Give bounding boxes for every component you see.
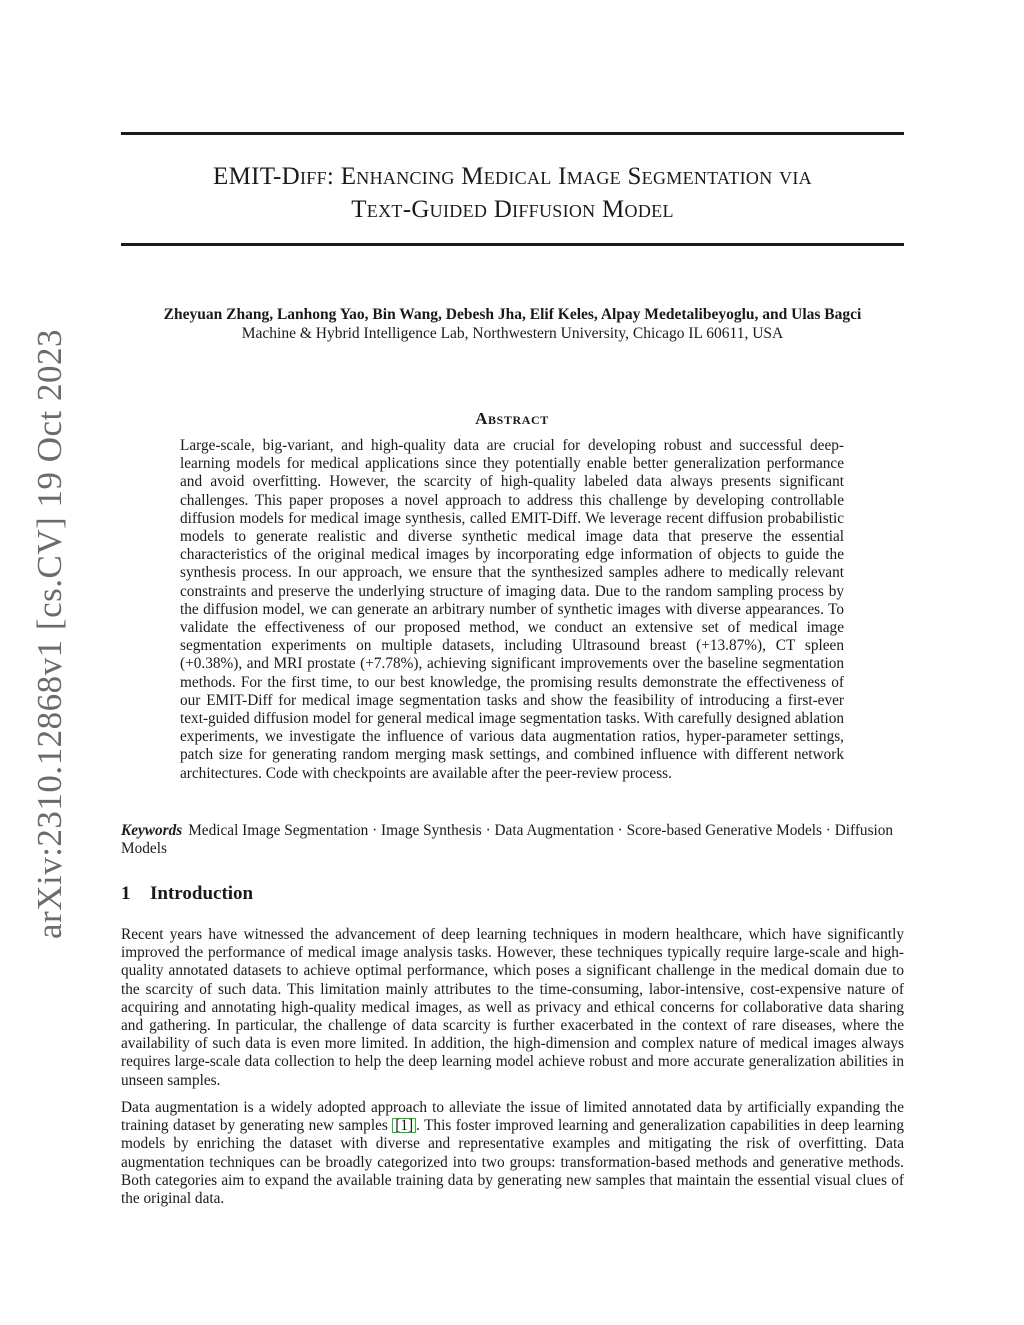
abstract-text: Large-scale, big-variant, and high-quality data are crucial for developing robust and successful deep-learning models for medical applications since they potentially enable better generalization performance and avoid overfitting. However, the scarcity of high-quality labeled data always presents significant challenges. This paper proposes a novel approach to address this challenge by developing controllable diffusion models for medical image synthesis, called EMIT-Diff. We leverage recent diffusion probabilistic models to generate realistic and diverse synthetic medical image data that preserve the essential characteristics of the original medical images by incorporating edge information of objects to guide the synthesis process. In our approach, we ensure that the synthesized samples adhere to medically relevant constraints and preserve the underlying structure of imaging data. Due to the random sampling process by the diffusion model, we can generate an arbitrary number of synthetic images with diverse appearances. To validate the effectiveness of our proposed method, we conduct an extensive set of medical image segmentation experiments on multiple datasets, including Ultrasound breast (+13.87%), CT spleen (+0.38%), and MRI prostate (+7.78%), achieving significant improvements over the baseline segmentation methods. For the first time, to our best knowledge, the promising results demonstrate the effectiveness of our EMIT-Diff for medical image segmentation tasks and show the feasibility of introducing a first-ever text-guided diffusion model for general medical image segmentation tasks. With carefully designed ablation experiments, we investigate the influence of various data augmentation ratios, hyper-parameter settings, patch size for generating random merging mask settings, and combined influence with different network architectures. Code with checkpoints are available after the peer-review process. (180, 437, 844, 782)
title-top-rule (121, 132, 904, 135)
author-list: Zheyuan Zhang, Lanhong Yao, Bin Wang, Debesh Jha, Elif Keles, Alpay Medetalibeyoglu, and Ulas Bagci (163, 306, 862, 323)
title-line-1: EMIT-Diff: Enhancing Medical Image Segmentation via (213, 163, 812, 190)
section-number: 1 (121, 883, 131, 904)
paragraph-2-text-end: . This foster improved learning and generalization capabilities in deep learning models by enriching the dataset with diverse and representative examples and mitigating the risk of overfitting. Data augmentation techniques can be broadly categorized into two groups: transformation-based methods and generative methods. Both categories aim to expand the available training data by generating new samples that maintain the essential visual clues of the original data. (121, 1117, 904, 1208)
keywords (121, 822, 904, 859)
affiliation: Machine & Hybrid Intelligence Lab, Northwestern University, Chicago IL 60611, USA (241, 325, 784, 342)
abstract-heading: Abstract (475, 409, 549, 428)
paragraph-2-text-start: Data augmentation is a widely adopted approach to alleviate the issue of limited annotated data by artificially expanding the training dataset by generating new samples (121, 1099, 904, 1135)
section-heading-introduction (121, 883, 253, 905)
title-line-2: Text-Guided Diffusion Model (351, 196, 674, 223)
keywords-text: Medical Image Segmentation · Image Synthesis · Data Augmentation · Score-based Generative Models · Diffusion Models (121, 822, 894, 858)
keywords-label: Keywords (121, 822, 183, 839)
intro-paragraph-2 (121, 1099, 904, 1208)
intro-paragraph-1: Recent years have witnessed the advancement of deep learning techniques in modern healthcare, which have significantly improved the performance of medical image analysis tasks. However, these techniques typically require large-scale and high-quality annotated datasets to achieve optimal performance, which poses a significant challenge in the medical domain due to the scarcity of such data. This limitation mainly attributes to the time-consuming, labor-intensive, cost-expensive nature of acquiring and annotating high-quality medical images, as well as privacy and ethical concerns for collaborative data sharing and gathering. In particular, the challenge of data scarcity is further exacerbated in the context of rare diseases, where the availability of such data is even more limited. In addition, the high-dimension and complex nature of medical images always requires large-scale data collection to help the deep learning model achieve robust and more accurate generalization abilities in unseen samples. (121, 926, 904, 1089)
arxiv-identifier: arXiv:2310.12868v1 [cs.CV] 19 Oct 2023 (30, 328, 69, 939)
citation-link[interactable]: [1] (392, 1118, 416, 1133)
title-bottom-rule (121, 243, 904, 246)
paper-title (121, 160, 904, 226)
section-title: Introduction (150, 883, 254, 904)
